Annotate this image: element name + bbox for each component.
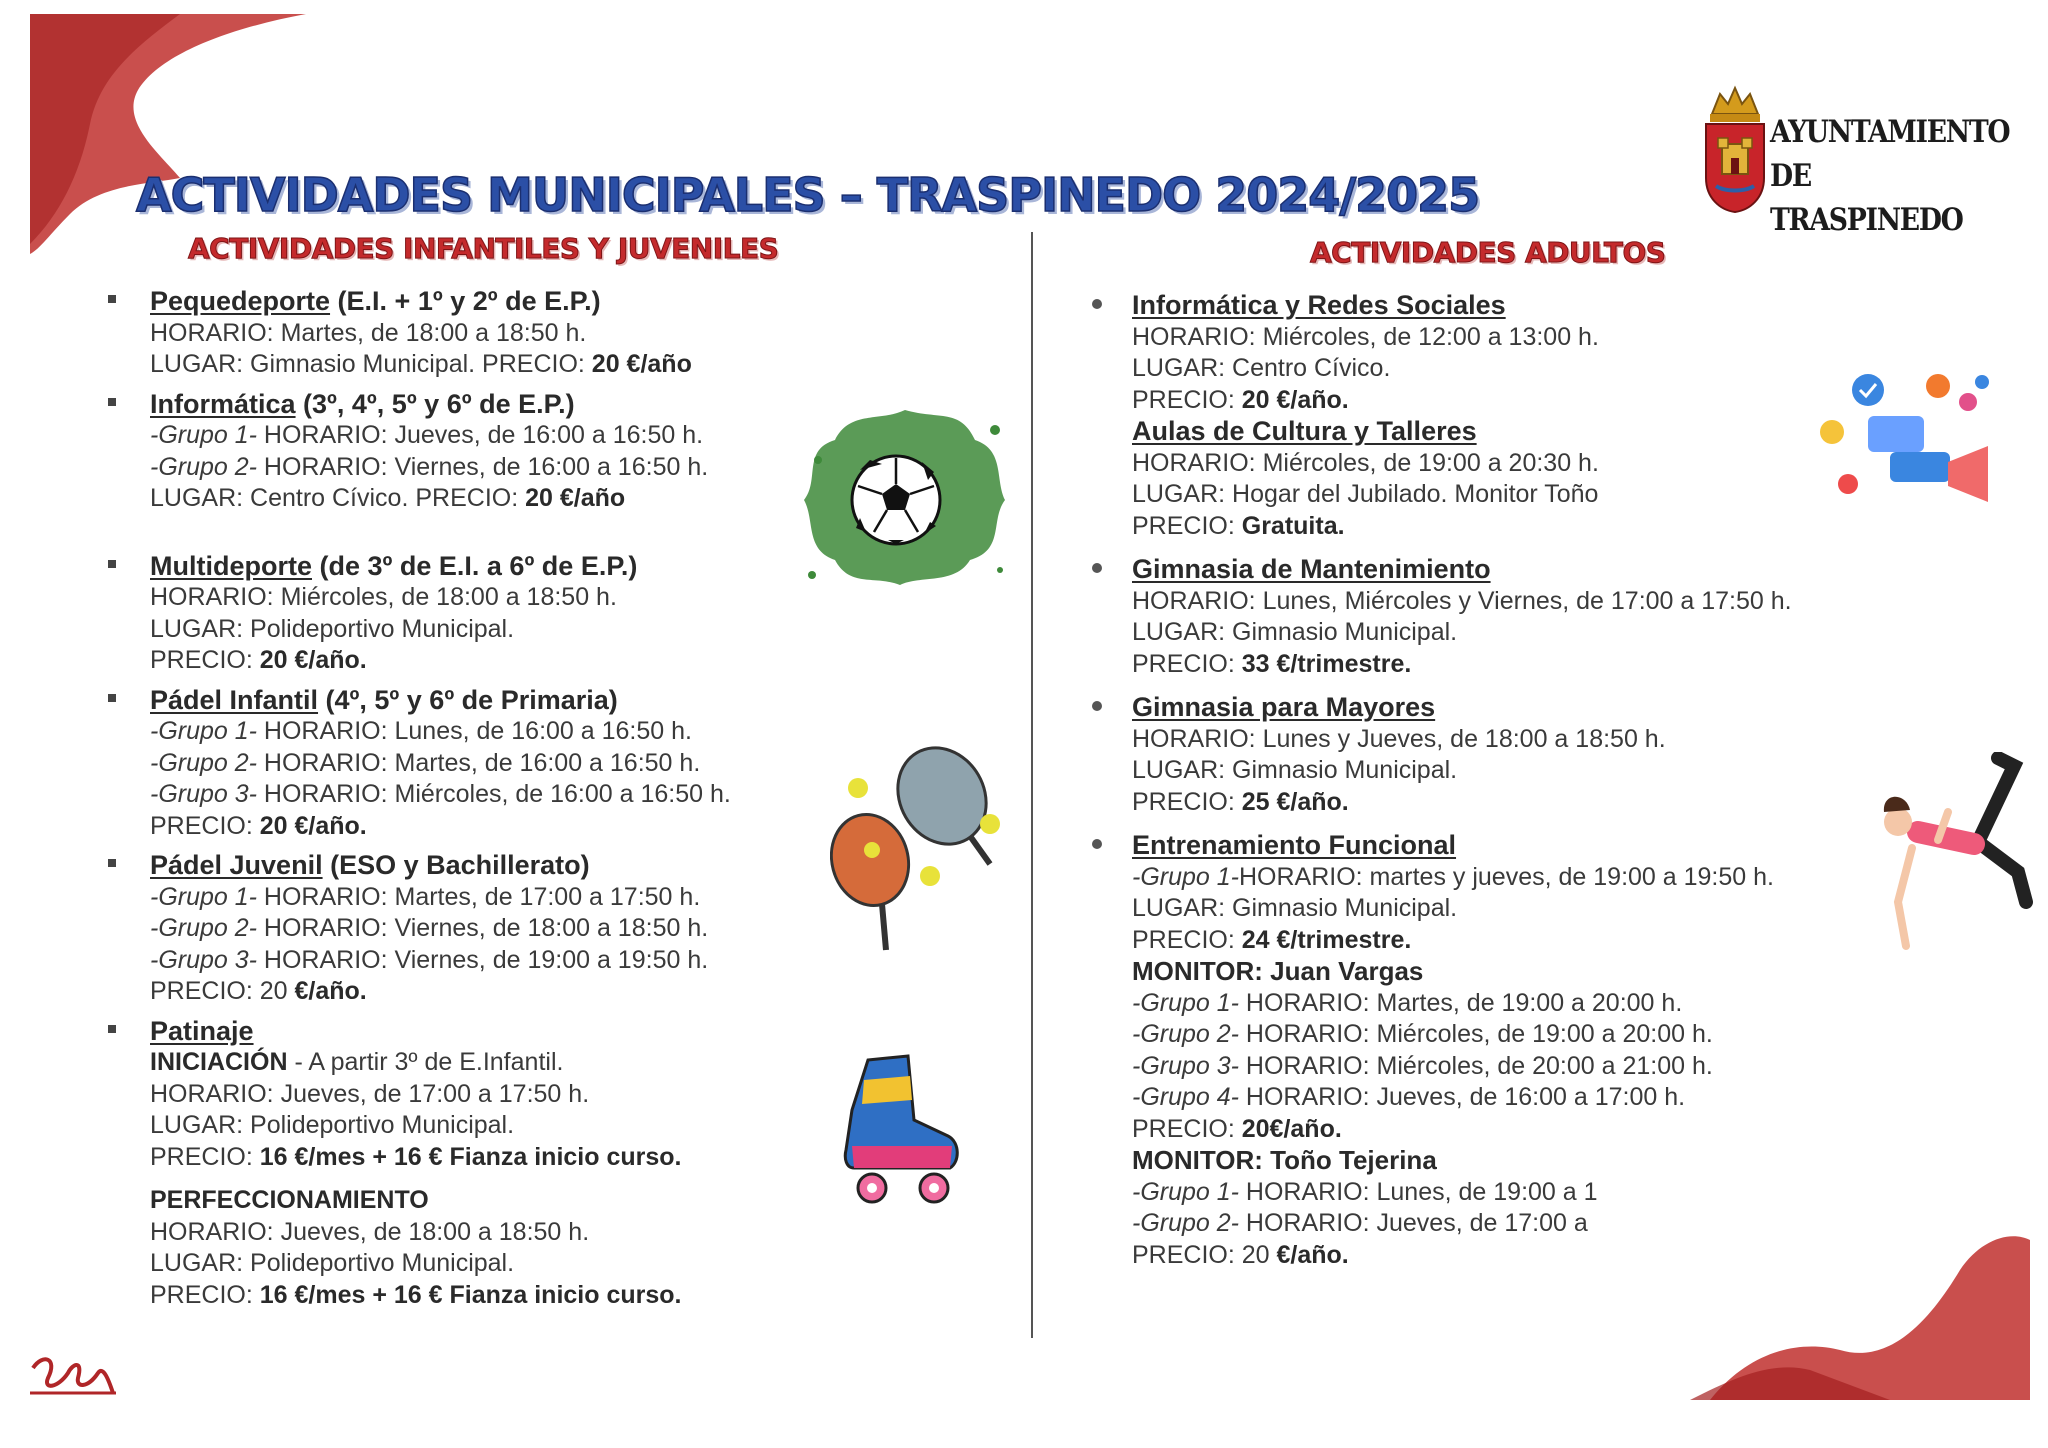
kids-activities-column: [108, 286, 808, 1311]
activity-name: Pádel Infantil: [150, 684, 319, 715]
activity-price: €/año.: [294, 977, 367, 1005]
activity-price-line: PRECIO: 20€/año.: [1132, 1114, 1342, 1143]
adults-section-heading: ACTIVIDADES ADULTOS: [1310, 236, 1666, 269]
activity-price-line: PRECIO: 24 €/trimestre.: [1132, 925, 1412, 954]
activity-schedule: HORARIO: Lunes y Jueves, de 18:00 a 18:50 h.: [1132, 724, 1666, 753]
group-schedule: -Grupo 1- HORARIO: Jueves, de 16:00 a 16:50 h.: [150, 421, 704, 449]
activity-name: Multideporte: [150, 550, 312, 581]
activity-place-price: LUGAR: Gimnasio Municipal. PRECIO: 20 €/año: [150, 350, 692, 378]
activity-level: (E.I. + 1º y 2º de E.P.): [330, 286, 601, 316]
activity-price: 16 €/mes + 16 € Fianza inicio curso.: [259, 1142, 682, 1171]
municipality-name: AYUNTAMIENTO DE TRASPINEDO: [1770, 114, 2010, 238]
activity-gimnasia-mayores: [1090, 692, 1870, 818]
activity-level: (3º, 4º, 5º y 6º de E.P.): [295, 388, 575, 419]
group-schedule: -Grupo 2- HORARIO: Viernes, de 16:00 a 16:50 h.: [150, 452, 709, 481]
bullet-icon: [1092, 701, 1102, 711]
activity-price: 16 €/mes + 16 € Fianza inicio curso.: [259, 1280, 682, 1309]
monitor-heading: MONITOR: Toño Tejerina: [1132, 1145, 1437, 1175]
monitor-heading: MONITOR: Juan Vargas: [1132, 956, 1424, 986]
activity-price: 33 €/trimestre.: [1241, 649, 1412, 678]
kids-section-heading: ACTIVIDADES INFANTILES Y JUVENILES: [188, 232, 779, 265]
bullet-icon: [108, 295, 116, 303]
activity-name: Pádel Juvenil: [150, 850, 323, 880]
level-perfeccionamiento: PERFECCIONAMIENTO: [150, 1186, 429, 1214]
activity-place: LUGAR: Gimnasio Municipal.: [1132, 756, 1458, 784]
bullet-icon: [1092, 839, 1102, 849]
activity-price-line: PRECIO: 20 €/año.: [1132, 1240, 1349, 1269]
activity-price: 20 €/año: [525, 484, 626, 512]
activity-place: LUGAR: Gimnasio Municipal.: [1132, 618, 1458, 646]
activity-informatica-kids: [108, 389, 808, 515]
activity-price: 20 €/año: [591, 350, 692, 378]
activity-schedule: HORARIO: Miércoles, de 18:00 a 18:50 h.: [150, 583, 617, 611]
signature-scribble: [28, 1348, 118, 1398]
group-schedule: -Grupo 1- HORARIO: Lunes, de 16:00 a 16:50 h.: [150, 717, 692, 745]
activity-place: LUGAR: Centro Cívico.: [1132, 354, 1391, 382]
group-schedule: -Grupo 1- HORARIO: Martes, de 17:00 a 17:50 h.: [150, 882, 701, 911]
group-schedule: -Grupo 3- HORARIO: Viernes, de 19:00 a 19:50 h.: [150, 945, 709, 974]
coat-of-arms-icon: [1700, 82, 1770, 214]
activity-name: Gimnasia para Mayores: [1132, 692, 1436, 722]
bullet-icon: [1092, 563, 1102, 573]
activity-schedule: HORARIO: Jueves, de 18:00 a 18:50 h.: [150, 1217, 590, 1246]
group-schedule: -Grupo 1- HORARIO: Martes, de 19:00 a 20:00 h.: [1132, 988, 1683, 1017]
activity-name: Patinaje: [150, 1015, 254, 1046]
group-schedule: -Grupo 3- HORARIO: Miércoles, de 20:00 a 21:00 h.: [1132, 1051, 1713, 1080]
bullet-icon: [108, 1025, 116, 1033]
group-schedule: -Grupo 3- HORARIO: Miércoles, de 16:00 a 16:50 h.: [150, 780, 731, 808]
activity-price: 20 €/año.: [259, 646, 367, 674]
group-schedule: -Grupo 1- HORARIO: Lunes, de 19:00 a 1: [1132, 1177, 1598, 1206]
activity-schedule: HORARIO: Jueves, de 17:00 a 17:50 h.: [150, 1079, 590, 1108]
activity-level: (ESO y Bachillerato): [322, 850, 590, 880]
activity-name: Aulas de Cultura y Talleres: [1132, 416, 1477, 446]
activity-patinaje: [108, 1016, 808, 1312]
activity-schedule: HORARIO: Miércoles, de 12:00 a 13:00 h.: [1132, 322, 1599, 351]
activity-price-line: PRECIO: 16 €/mes + 16 € Fianza inicio curso.: [150, 1280, 682, 1309]
activity-price-line: PRECIO: Gratuita.: [1132, 511, 1345, 540]
activity-level: (4º, 5º y 6º de Primaria): [318, 684, 618, 715]
activity-schedule: HORARIO: Lunes, Miércoles y Viernes, de 17:00 a 17:50 h.: [1132, 586, 1792, 615]
activity-place: LUGAR: Hogar del Jubilado. Monitor Toño: [1132, 480, 1599, 508]
activity-entrenamiento-funcional: [1090, 830, 1870, 1271]
activity-price-line: PRECIO: 16 €/mes + 16 € Fianza inicio curso.: [150, 1142, 682, 1171]
activity-gimnasia-mantenimiento: [1090, 554, 1870, 680]
activity-price: Gratuita.: [1241, 511, 1345, 540]
social-media-icon: [1818, 362, 1998, 522]
activity-price-line: PRECIO: 25 €/año.: [1132, 787, 1349, 816]
activity-pequedeporte: [108, 286, 808, 381]
activity-place-price: LUGAR: Centro Cívico. PRECIO: 20 €/año: [150, 484, 626, 512]
activity-multideporte: [108, 551, 808, 677]
activity-schedule: HORARIO: Miércoles, de 19:00 a 20:30 h.: [1132, 448, 1599, 477]
activity-place: LUGAR: Polideportivo Municipal.: [150, 614, 515, 643]
activity-name: Pequedeporte: [150, 286, 331, 316]
activity-price: 20 €/año.: [1241, 385, 1349, 414]
bullet-icon: [108, 694, 116, 702]
activity-name: Informática: [150, 388, 296, 419]
bullet-icon: [108, 859, 116, 867]
activity-name: Informática y Redes Sociales: [1132, 290, 1506, 320]
activity-schedule: HORARIO: Martes, de 18:00 a 18:50 h.: [150, 318, 587, 347]
group-schedule: -Grupo 2- HORARIO: Jueves, de 17:00 a: [1132, 1209, 1588, 1237]
activity-price: 20 €/año.: [259, 811, 367, 840]
group-schedule: -Grupo 4- HORARIO: Jueves, de 16:00 a 17:00 h.: [1132, 1083, 1686, 1111]
activity-padel-juvenil: [108, 850, 808, 1008]
activity-place: LUGAR: Polideportivo Municipal.: [150, 1111, 515, 1139]
activity-informatica-redes: [1090, 290, 1870, 542]
adults-activities-column: [1090, 290, 1870, 1271]
activity-price-line: PRECIO: 20 €/año.: [150, 646, 367, 674]
activity-padel-infantil: [108, 685, 808, 843]
activity-price-line: PRECIO: 20 €/año.: [150, 811, 367, 840]
exercise-woman-icon: [1858, 752, 2038, 952]
activity-price: 24 €/trimestre.: [1241, 925, 1412, 954]
activity-price: €/año.: [1276, 1240, 1349, 1269]
page-title: ACTIVIDADES MUNICIPALES – TRASPINEDO 2024/2025: [136, 168, 1480, 222]
bullet-icon: [108, 398, 116, 406]
activity-name: Entrenamiento Funcional: [1132, 830, 1457, 860]
group-schedule: -Grupo 1-HORARIO: martes y jueves, de 19:00 a 19:50 h.: [1132, 862, 1774, 891]
activity-price-line: PRECIO: 20 €/año.: [1132, 385, 1349, 414]
roller-skate-icon: [838, 1050, 968, 1210]
activity-level: (de 3º de E.I. a 6º de E.P.): [312, 550, 638, 581]
activity-price-line: PRECIO: 20 €/año.: [150, 977, 367, 1005]
activity-price-line: PRECIO: 33 €/trimestre.: [1132, 649, 1412, 678]
bullet-icon: [1092, 299, 1102, 309]
activity-name: Gimnasia de Mantenimiento: [1132, 554, 1491, 584]
activity-price: 25 €/año.: [1241, 787, 1349, 816]
activity-place: LUGAR: Gimnasio Municipal.: [1132, 894, 1458, 922]
bullet-icon: [108, 560, 116, 568]
group-schedule: -Grupo 2- HORARIO: Martes, de 16:00 a 16:50 h.: [150, 748, 701, 777]
group-schedule: -Grupo 2- HORARIO: Viernes, de 18:00 a 18:50 h.: [150, 914, 709, 942]
padel-rackets-icon: [830, 740, 1010, 960]
activity-price: 20€/año.: [1241, 1114, 1342, 1143]
activity-place: LUGAR: Polideportivo Municipal.: [150, 1249, 515, 1277]
soccer-ball-icon: [800, 400, 1010, 590]
column-divider: [1031, 232, 1033, 1338]
group-schedule: -Grupo 2- HORARIO: Miércoles, de 19:00 a 20:00 h.: [1132, 1020, 1713, 1048]
level-iniciacion: INICIACIÓN - A partir 3º de E.Infantil.: [150, 1048, 564, 1076]
